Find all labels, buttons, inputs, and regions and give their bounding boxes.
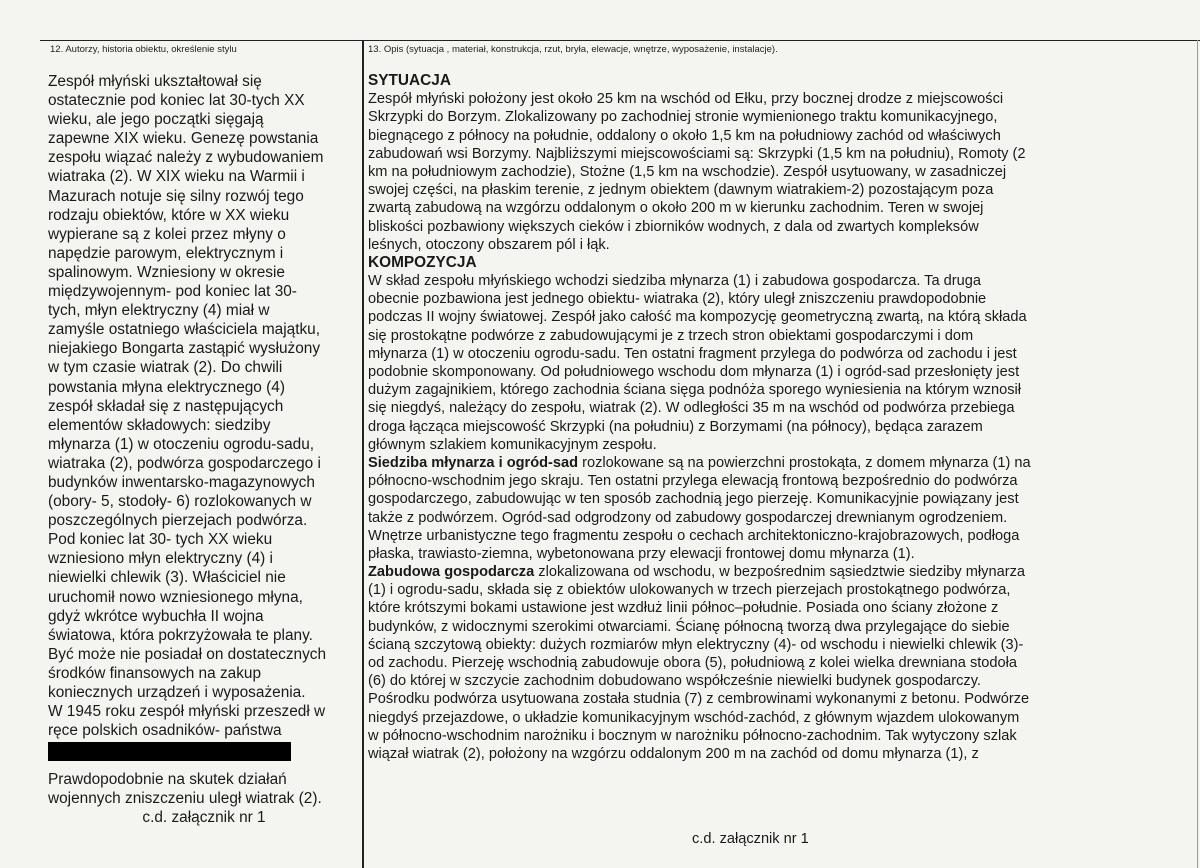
text-line: droga łącząca miejscowość Skrzypki (na południu) z Borzymami (na północy), będąca zarazem [368,418,983,435]
text-line: wojennych zniszczeniu uległ wiatrak (2). [48,790,322,808]
siedziba-lead: Siedziba młynarza i ogród-sad [368,454,579,471]
text-line: wiatraka (2). W XIX wieku na Warmii i [48,168,305,186]
siedziba-first-rest: rozlokowane są na powierzchni prostokąta, z domem młynarza (1) na [578,454,1031,471]
text-line: wieku, ale jego początki sięgają [48,111,264,129]
text-line: Prawdopodobnie na skutek działań [48,771,287,789]
top-divider [40,40,1200,41]
text-line: W skład zespołu młyńskiego wchodzi siedziba młynarza (1) i zabudowa gospodarcza. Ta druga [368,273,981,290]
text-line: swojej części, na płaskim terenie, z jednym obiektem (dawnym wiatrakiem-2) pozostającym poza [368,182,994,199]
text-line: młynarza (1) w otoczeniu ogrodu-sadu, [48,435,315,453]
text-line: dużym zagajnikiem, którego zachodnia ściana sięga podnóża sporego wyniesienia na którym wznosił [368,382,1022,399]
column-divider [362,40,364,868]
text-line: elementów składowych: siedziby [48,416,271,434]
text-line: wiatraka (2), podwórza gospodarczego i [48,454,321,472]
text-line: światowa, która pokrzyżowała te plany. [48,626,313,644]
text-line: zespołu wiązać należy z wybudowaniem [48,149,324,167]
zabudowa-paragraph [368,581,1148,763]
text-line: zapewne XIX wieku. Genezę powstania [48,130,319,148]
text-line: tych, młyn elektryczny (4) miał w [48,302,270,320]
text-line: międzywojennym- pod koniec lat 30- [48,283,297,301]
text-line: gdyż wkrótce wybuchła II wojna [48,607,264,625]
text-line: środków finansowych na zakup [48,664,262,682]
text-line: od zachodu. Pierzeję wschodnią zabudowuje obora (5), południową z kolei wielka drewniana stodoła [368,655,1018,671]
text-line: uruchomił nowo wzniesionego młyna, [48,588,303,606]
text-line: młynarza (1) w otoczeniu ogrodu-sadu. Ten ostatni fragment przylega do podwórza od zachodu i jest [368,345,1017,362]
text-line: zamyśle ostatniego właściciela majątku, [48,321,321,339]
history-continuation-note: c.d. załącznik nr 1 [142,809,266,827]
sytuacja-paragraph [368,90,1148,254]
text-line: ostatecznie pod koniec lat 30-tych XX [48,92,305,110]
text-line: W 1945 roku zespół młyński przeszedł w [48,703,326,721]
section-13-header: 13. Opis (sytuacja , materiał, konstrukcja, rzut, bryła, elewacje, wnętrze, wyposażenie, instalacje). [368,44,778,55]
sytuacja-heading: SYTUACJA [368,72,451,89]
text-line: rodzaju obiektów, które w XX wieku [48,206,290,224]
text-line: północno-wschodnim jego skraju. Ten ostatni przylega elewacją frontową bezpośrednio do podwórza [368,473,1018,490]
text-line: poszczególnych pierzejach podwórza. [48,512,308,530]
history-text-before [48,72,360,740]
text-line: wzniesiono młyn elektryczny (4) i [48,550,273,568]
text-line: się prostokątne podwórze z zabudowującymi je z trzech stron obiektami gospodarczymi i dom [368,327,974,344]
text-line: Pośrodku podwórza usytuowana została studnia (7) z cembrowinami wykonanymi z betonu. Podwórze [368,691,1030,708]
text-line: zabudowań wsi Borzymy. Najbliższymi miejscowościami są: Skrzypki (1,5 km na południu), Romoty (2 [368,145,1026,162]
zabudowa-first-line [368,563,1148,581]
text-line: które krótszymi bokami ustawione jest wzdłuż linii północ–południe. Posiada ono ściany złożone z [368,600,999,617]
zabudowa-first-rest: zlokalizowana od wschodu, w bezpośrednim sąsiedztwie siedziby młynarza [534,564,1025,581]
siedziba-paragraph [368,472,1148,563]
text-line: budynków, z widocznymi szerokimi otwarciami. Ścianę północną tworzą dwa przylegające do siebie [368,618,1010,635]
text-line: biegnącego z północy na południe, oddalony o około 1,5 km na południowy zachód od właściwych [368,127,1001,144]
text-line: ręce polskich osadników- państwa [48,722,282,740]
text-line: bliskości pozbawiony większych cieków i zbiorników wodnych, z dala od zwartych kompleksów [368,218,979,235]
text-line: wypierane są z kolei przez młyny o [48,225,286,243]
text-line: (1) i ogrodu-sadu, składa się z obiektów ulokowanych w trzech pierzejach prostokątnego podwórza, [368,582,1011,599]
redaction-bar [48,742,291,761]
text-line: podobnie skomponowany. Od południowego wschodu dom młynarza (1) i ogród-sad przesłonięty jest [368,364,1020,380]
text-line: km na południowym zachodzie), Stożne (1,5 km na wschodzie). Zespół usytuowany, w zasadniczej [368,163,1007,180]
text-line: niegdyś przejazdowe, o układzie komunikacyjnym wschód-zachód, z głównym wjazdem ulokowanym [368,709,1020,726]
text-line: się niegdyś, należący do zespołu, wiatrak (2). W odległości 35 m na wschód od podwórza przebiega [368,400,1015,417]
text-line: zespół składał się z następujących [48,397,284,415]
text-line: napędzie parowym, elektrycznym i [48,244,284,262]
history-text-after [48,770,360,808]
text-line: Zespół młyński położony jest około 25 km na wschód od Ełku, przy bocznej drodze z miejscowości [368,91,1004,108]
text-line: wiązał wiatrak (2), położony na wzgórzu oddalonym 200 m na zachód od domu młynarza (1), z [368,745,979,762]
text-line: leśnych, otoczony obszarem pól i łąk. [368,236,610,253]
text-line: także z podwórzem. Ogród-sad odgrodzony od zabudowy gospodarczej drewnianym ogrodzeniem. [368,509,1008,526]
text-line: budynków inwentarsko-magazynowych [48,473,315,491]
text-line: Być może nie posiadał on dostatecznych [48,645,327,663]
text-line: podczas II wojny światowej. Zespół jako całość ma kompozycję geometryczną zwartą, na którą składa [368,309,1027,326]
section-12-header: 12. Autorzy, historia obiektu, określenie stylu [50,44,237,55]
text-line: Skrzypki do Borzym. Zlokalizowany po zachodniej stronie wymienionego traktu komunikacyjnego, [368,109,998,126]
siedziba-first-line [368,454,1148,472]
right-edge-line [1197,40,1198,868]
kompozycja-paragraph [368,272,1148,454]
text-line: Pod koniec lat 30- tych XX wieku [48,531,273,549]
text-line: w tym czasie wiatrak (2). Do chwili [48,359,283,377]
text-line: Mazurach notuje się silny rozwój tego [48,187,304,205]
zabudowa-lead: Zabudowa gospodarcza [368,564,535,581]
text-line: ścianą szczytową obiekty: dużych rozmiarów młyn elektryczny (4)- od wschodu i niewielki chlewik (3)- [368,636,1024,653]
text-line: obecnie pozbawiona jest jednego obiektu- wiatraka (2), który uległ zniszczeniu prawdopodobnie [368,291,987,308]
text-line: powstania młyna elektrycznego (4) [48,378,285,396]
text-line: (obory- 5, stodoły- 6) rozlokowanych w [48,493,312,511]
text-line: niewielki chlewik (3). Właściciel nie [48,569,286,587]
text-line: gospodarczego, zabudowując w ten sposób zachodnią jego pierzeję. Komunikacyjnie powiązany jest [368,491,1019,508]
text-line: (6) do której w szczycie zachodnim dobudowano współcześnie niewielki budynek gospodarczy. [368,673,981,690]
kompozycja-heading: KOMPOZYCJA [368,253,477,271]
text-line: Zespół młyński ukształtował się [48,73,262,90]
text-line: zwartą zabudową na wzgórzu oddalonym o około 200 m w kierunku zachodnim. Teren w swojej [368,200,984,217]
text-line: niejakiego Bongarta zastąpić wysłużony [48,340,321,358]
text-line: Wnętrze urbanistyczne tego fragmentu zespołu o cechach architektoniczno-krajobrazowych, podłoga [368,527,1020,544]
text-line: spalinowym. Wzniesiony w okresie [48,263,285,281]
text-line: w północno-wschodnim narożniku i bocznym w narożniku północno-zachodnim. Tak wytyczony szlak [368,727,1017,744]
description-continuation-note: c.d. załącznik nr 1 [692,831,809,847]
text-line: płaska, trawiasto-ziemna, wybetonowana przy elewacji frontowej domu młynarza (1). [368,545,915,562]
description-column [368,72,1148,763]
text-line: koniecznych urządzeń i wyposażenia. [48,684,306,701]
history-column [48,72,360,828]
text-line: głównym szlakiem komunikacyjnym zespołu. [368,436,657,453]
